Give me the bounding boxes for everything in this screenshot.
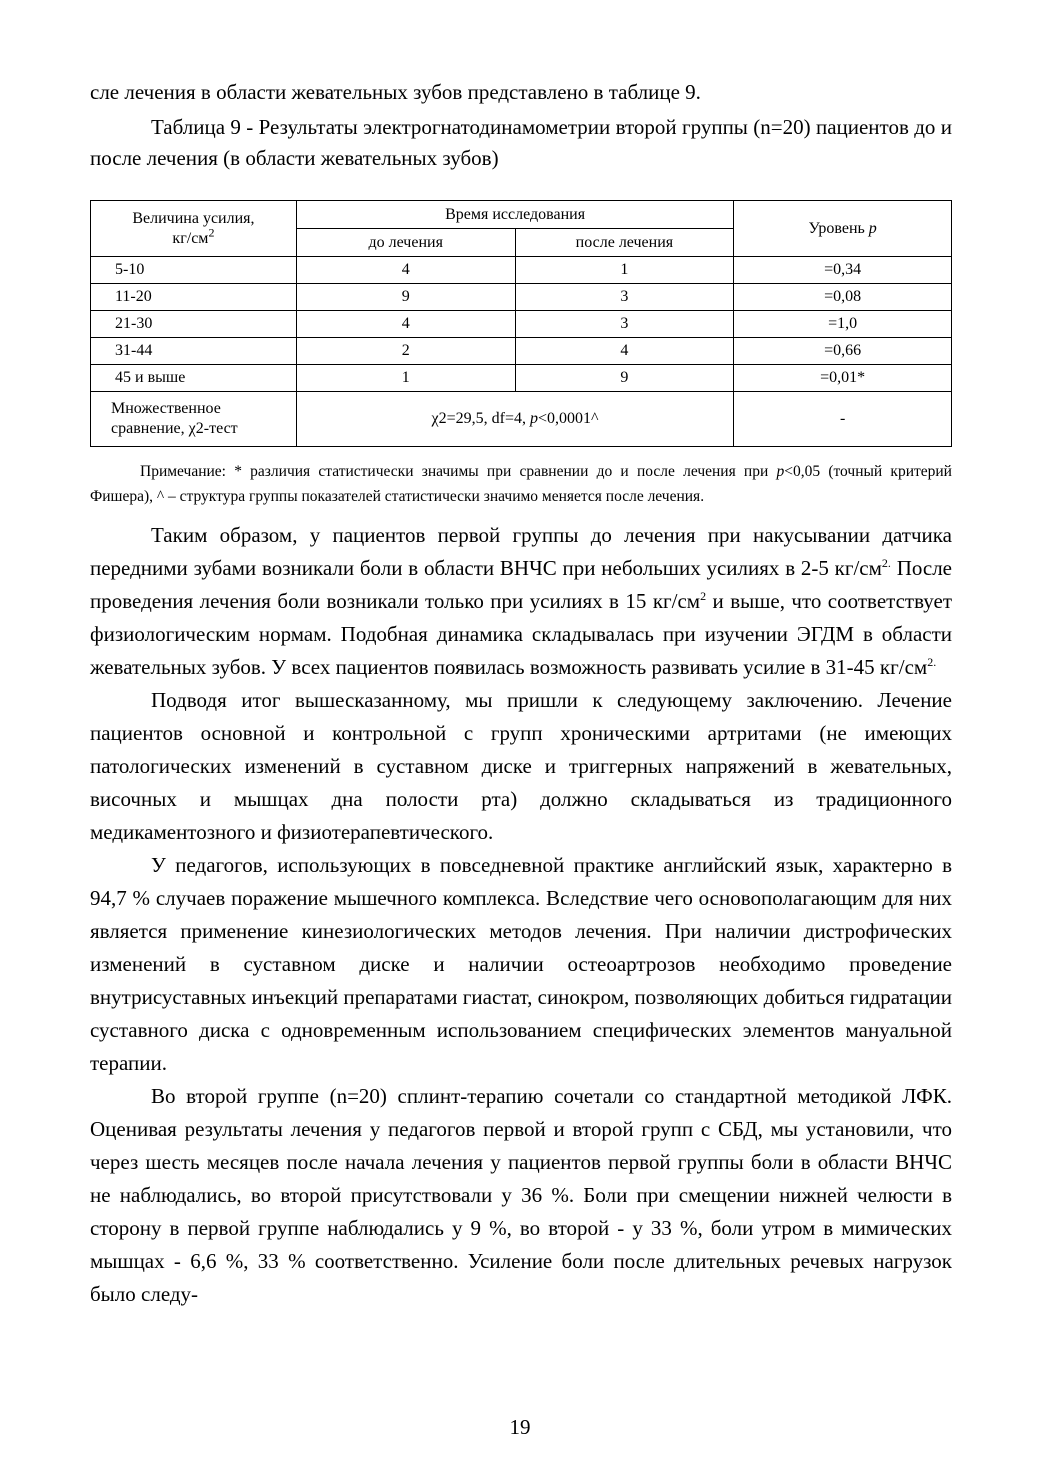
cell-before: 4	[296, 311, 515, 338]
paragraph-1	[90, 519, 952, 684]
cell-multi-label	[91, 392, 297, 447]
cell-p: =0,34	[734, 257, 952, 284]
para1-a-sup: 2.	[881, 556, 891, 570]
header-before: до лечения	[296, 229, 515, 257]
cell-before: 4	[296, 257, 515, 284]
cell-after: 3	[515, 311, 734, 338]
table-note	[90, 459, 952, 509]
table-caption: Таблица 9 - Результаты электрогнатодинамометрии второй группы (n=20) пациентов до и после лечения (в области жевательных зубов)	[90, 115, 952, 170]
table-row	[91, 365, 952, 392]
cell-before: 9	[296, 284, 515, 311]
multi-label-line1: Множественное	[111, 400, 221, 417]
note-part1: Примечание: * различия статистически значимы при сравнении до и после лечения при	[140, 463, 777, 480]
table-row	[91, 284, 952, 311]
multi-value-p: p	[530, 410, 539, 427]
results-table	[90, 200, 952, 447]
para1-c-sup: 2.	[927, 655, 937, 669]
intro-line: сле лечения в области жевательных зубов представлено в таблице 9.	[90, 80, 701, 104]
cell-range: 11-20	[91, 284, 297, 311]
cell-after: 3	[515, 284, 734, 311]
header-force-line2: кг/см	[172, 229, 209, 247]
cell-p: =0,66	[734, 338, 952, 365]
header-force	[91, 201, 297, 257]
paragraph-3: У педагогов, использующих в повседневной практике английский язык, характерно в 94,7 % случаев поражение мышечного комплекса. Вследствие чего основополагающим для них является применение кинезиологических методов лечения. При наличии дистрофических изменений в суставном диске и наличии остеоартрозов необходимо проведение внутрисуставных инъекций препаратами гиастат, синокром, позволяющих добиться гидратации суставного диска с одновременным использованием специфических элементов мануальной терапии.	[90, 853, 952, 1075]
note-part2: <0,05 (точный критерий Фишера), ^ – структура группы показателей статистически значимо меняется после лечения.	[90, 463, 952, 505]
para1-b: После проведения лечения боли возникали только при усилиях в 15 кг/см	[90, 556, 953, 613]
cell-range: 45 и выше	[91, 365, 297, 392]
table-header-row	[91, 201, 952, 229]
para1-a: Таким образом, у пациентов первой группы до лечения при накусывании датчика передними зубами возникали боли в области ВНЧС при небольших усилиях в 2-5 кг/см	[90, 523, 952, 580]
page-number: 19	[509, 1415, 531, 1439]
multi-value-b: <0,0001^	[538, 410, 599, 427]
para1-c: и выше, что соответствует физиологическим нормам. Подобная динамика складывалась при изучении ЭГДМ в области жевательных зубов. У всех пациентов появилась возможность развивать усилие в 31-45 кг/см	[90, 589, 952, 679]
note-text	[90, 459, 952, 509]
cell-p: =0,01*	[734, 365, 952, 392]
header-force-line1: Величина усилия,	[132, 209, 255, 227]
cell-after: 4	[515, 338, 734, 365]
table-row	[91, 257, 952, 284]
header-p-label: Уровень	[808, 219, 869, 237]
header-time: Время исследования	[296, 201, 733, 229]
table-row	[91, 338, 952, 365]
para1-b-sup: 2	[700, 589, 707, 603]
document-page	[90, 76, 952, 1311]
paragraph-2: Подводя итог вышесказанному, мы пришли к следующему заключению. Лечение пациентов основной и контрольной с групп хроническими артритами (не имеющих патологических изменений в суставном диске и триггерных напряжений в жевательных, височных и мышцах дна полости рта) должно складываться из традиционного медикаментозного и физиотерапевтического.	[90, 688, 952, 844]
note-p: p	[776, 463, 785, 480]
table-row	[91, 311, 952, 338]
multi-label-line2: сравнение, χ2-тест	[111, 420, 238, 437]
cell-p: =1,0	[734, 311, 952, 338]
cell-multi-value	[296, 392, 733, 447]
cell-range: 5-10	[91, 257, 297, 284]
header-after: после лечения	[515, 229, 734, 257]
cell-range: 31-44	[91, 338, 297, 365]
cell-before: 1	[296, 365, 515, 392]
header-force-sup: 2	[208, 225, 215, 240]
cell-after: 1	[515, 257, 734, 284]
table-row-multi	[91, 392, 952, 447]
header-p-italic: p	[868, 219, 877, 237]
multi-value-a: χ2=29,5, df=4,	[431, 410, 531, 427]
cell-p: =0,08	[734, 284, 952, 311]
header-p	[734, 201, 952, 257]
cell-range: 21-30	[91, 311, 297, 338]
paragraph-4: Во второй группе (n=20) сплинт-терапию сочетали со стандартной методикой ЛФК. Оценивая результаты лечения у педагогов первой и второй групп с СБД, мы установили, что через шесть месяцев после начала лечения у пациентов первой группы боли в области ВНЧС не наблюдались, во второй присутствовали у 36 %. Боли при смещении нижней челюсти в сторону в первой группе наблюдались у 9 %, во второй - у 33 %, боли утром в мимических мышцах - 6,6 %, 33 % соответственно. Усиление боли после длительных речевых нагрузок было следу-	[90, 1084, 952, 1306]
cell-after: 9	[515, 365, 734, 392]
cell-multi-p: -	[734, 392, 952, 447]
cell-before: 2	[296, 338, 515, 365]
